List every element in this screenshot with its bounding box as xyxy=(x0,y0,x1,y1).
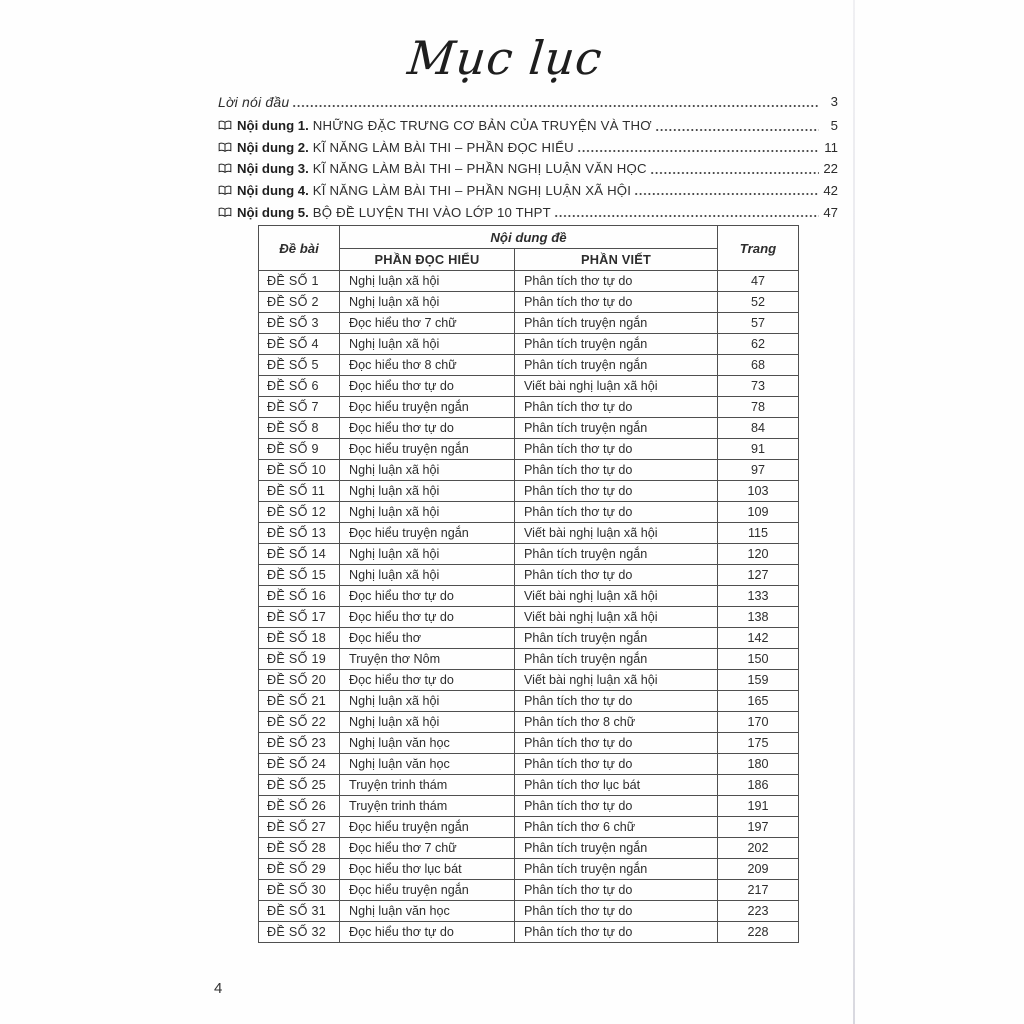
cell-de-so: ĐỀ SỐ 12 xyxy=(259,502,340,523)
open-book-icon xyxy=(218,120,232,131)
cell-trang: 120 xyxy=(718,544,799,565)
toc-item-label: Nội dung 2. xyxy=(237,139,309,155)
table-row xyxy=(259,775,799,796)
header-phan-viet: PHẦN VIẾT xyxy=(515,249,718,271)
table-row xyxy=(259,355,799,376)
cell-trang: 138 xyxy=(718,607,799,628)
cell-de-so: ĐỀ SỐ 5 xyxy=(259,355,340,376)
cell-trang: 191 xyxy=(718,796,799,817)
toc-item-page: 22 xyxy=(823,161,838,177)
cell-phan-doc-hieu: Nghị luận xã hội xyxy=(340,565,515,586)
cell-phan-viet: Phân tích thơ tự do xyxy=(515,565,718,586)
toc-item-title: KĨ NĂNG LÀM BÀI THI – PHẦN ĐỌC HIỂU xyxy=(312,139,574,155)
table-row xyxy=(259,565,799,586)
dot-leader xyxy=(554,201,819,223)
cell-phan-viet: Phân tích truyện ngắn xyxy=(515,859,718,880)
cell-de-so: ĐỀ SỐ 15 xyxy=(259,565,340,586)
toc-preface-label: Lời nói đầu xyxy=(218,93,290,110)
dot-leader xyxy=(655,115,819,137)
cell-phan-viet: Phân tích truyện ngắn xyxy=(515,418,718,439)
cell-de-so: ĐỀ SỐ 27 xyxy=(259,817,340,838)
table-row xyxy=(259,376,799,397)
cell-trang: 52 xyxy=(718,292,799,313)
cell-de-so: ĐỀ SỐ 29 xyxy=(259,859,340,880)
table-row xyxy=(259,691,799,712)
table-row xyxy=(259,880,799,901)
cell-phan-doc-hieu: Đọc hiểu thơ tự do xyxy=(340,922,515,943)
table-row xyxy=(259,817,799,838)
table-body xyxy=(259,271,799,943)
cell-trang: 73 xyxy=(718,376,799,397)
table-row xyxy=(259,670,799,691)
cell-phan-viet: Phân tích thơ lục bát xyxy=(515,775,718,796)
cell-de-so: ĐỀ SỐ 2 xyxy=(259,292,340,313)
cell-de-so: ĐỀ SỐ 30 xyxy=(259,880,340,901)
cell-phan-doc-hieu: Đọc hiểu thơ lục bát xyxy=(340,859,515,880)
cell-phan-viet: Phân tích truyện ngắn xyxy=(515,334,718,355)
cell-de-so: ĐỀ SỐ 10 xyxy=(259,460,340,481)
toc-item-label: Nội dung 5. xyxy=(237,204,309,220)
cell-phan-viet: Phân tích thơ tự do xyxy=(515,691,718,712)
cell-phan-viet: Viết bài nghị luận xã hội xyxy=(515,607,718,628)
toc-item-title: KĨ NĂNG LÀM BÀI THI – PHẦN NGHỊ LUẬN VĂN HỌC xyxy=(312,161,647,177)
cell-phan-doc-hieu: Nghị luận xã hội xyxy=(340,481,515,502)
toc-preface xyxy=(218,90,838,113)
cell-phan-doc-hieu: Truyện thơ Nôm xyxy=(340,649,515,670)
cell-de-so: ĐỀ SỐ 11 xyxy=(259,481,340,502)
cell-phan-doc-hieu: Đọc hiểu truyện ngắn xyxy=(340,439,515,460)
cell-phan-viet: Phân tích thơ tự do xyxy=(515,754,718,775)
table-row xyxy=(259,859,799,880)
cell-trang: 209 xyxy=(718,859,799,880)
table-row xyxy=(259,586,799,607)
cell-phan-doc-hieu: Nghị luận xã hội xyxy=(340,271,515,292)
cell-de-so: ĐỀ SỐ 19 xyxy=(259,649,340,670)
toc-item-label: Nội dung 1. xyxy=(237,118,309,134)
cell-phan-doc-hieu: Đọc hiểu thơ 8 chữ xyxy=(340,355,515,376)
cell-phan-viet: Phân tích thơ tự do xyxy=(515,439,718,460)
cell-de-so: ĐỀ SỐ 32 xyxy=(259,922,340,943)
cell-phan-doc-hieu: Nghị luận văn học xyxy=(340,901,515,922)
table-row xyxy=(259,544,799,565)
table-row xyxy=(259,481,799,502)
cell-trang: 133 xyxy=(718,586,799,607)
cell-de-so: ĐỀ SỐ 24 xyxy=(259,754,340,775)
dot-leader xyxy=(634,180,819,202)
table-row xyxy=(259,271,799,292)
cell-trang: 57 xyxy=(718,313,799,334)
cell-phan-viet: Phân tích truyện ngắn xyxy=(515,544,718,565)
cell-de-so: ĐỀ SỐ 9 xyxy=(259,439,340,460)
cell-phan-viet: Phân tích thơ 8 chữ xyxy=(515,712,718,733)
cell-trang: 127 xyxy=(718,565,799,586)
cell-trang: 103 xyxy=(718,481,799,502)
cell-de-so: ĐỀ SỐ 28 xyxy=(259,838,340,859)
toc-item xyxy=(218,201,838,223)
table-row xyxy=(259,607,799,628)
toc-item-title: KĨ NĂNG LÀM BÀI THI – PHẦN NGHỊ LUẬN XÃ HỘI xyxy=(312,183,632,199)
cell-phan-doc-hieu: Đọc hiểu thơ tự do xyxy=(340,586,515,607)
cell-phan-doc-hieu: Truyện trinh thám xyxy=(340,775,515,796)
cell-trang: 84 xyxy=(718,418,799,439)
cell-phan-doc-hieu: Nghị luận xã hội xyxy=(340,691,515,712)
cell-phan-viet: Phân tích truyện ngắn xyxy=(515,649,718,670)
cell-phan-viet: Phân tích thơ tự do xyxy=(515,397,718,418)
toc-item-page: 42 xyxy=(823,183,838,199)
cell-trang: 78 xyxy=(718,397,799,418)
cell-de-so: ĐỀ SỐ 7 xyxy=(259,397,340,418)
cell-trang: 68 xyxy=(718,355,799,376)
header-phan-doc-hieu: PHẦN ĐỌC HIỂU xyxy=(340,249,515,271)
table-row xyxy=(259,796,799,817)
cell-phan-doc-hieu: Đọc hiểu truyện ngắn xyxy=(340,817,515,838)
cell-trang: 202 xyxy=(718,838,799,859)
cell-phan-doc-hieu: Nghị luận xã hội xyxy=(340,460,515,481)
cell-phan-viet: Phân tích thơ tự do xyxy=(515,292,718,313)
cell-trang: 175 xyxy=(718,733,799,754)
cell-phan-doc-hieu: Đọc hiểu truyện ngắn xyxy=(340,880,515,901)
table-row xyxy=(259,523,799,544)
cell-trang: 186 xyxy=(718,775,799,796)
cell-de-so: ĐỀ SỐ 22 xyxy=(259,712,340,733)
cell-trang: 228 xyxy=(718,922,799,943)
cell-phan-viet: Phân tích thơ tự do xyxy=(515,880,718,901)
cell-phan-doc-hieu: Nghị luận xã hội xyxy=(340,544,515,565)
cell-trang: 150 xyxy=(718,649,799,670)
cell-phan-viet: Phân tích truyện ngắn xyxy=(515,313,718,334)
cell-phan-doc-hieu: Nghị luận văn học xyxy=(340,733,515,754)
cell-trang: 62 xyxy=(718,334,799,355)
exam-index-table xyxy=(258,225,799,943)
cell-phan-doc-hieu: Nghị luận xã hội xyxy=(340,712,515,733)
table-row xyxy=(259,334,799,355)
cell-trang: 197 xyxy=(718,817,799,838)
cell-phan-viet: Phân tích thơ tự do xyxy=(515,901,718,922)
cell-trang: 165 xyxy=(718,691,799,712)
table-header xyxy=(259,226,799,271)
cell-phan-viet: Phân tích truyện ngắn xyxy=(515,838,718,859)
folio-page-number: 4 xyxy=(214,980,223,997)
open-book-icon xyxy=(218,142,232,153)
cell-de-so: ĐỀ SỐ 26 xyxy=(259,796,340,817)
cell-phan-doc-hieu: Đọc hiểu thơ tự do xyxy=(340,670,515,691)
cell-phan-viet: Viết bài nghị luận xã hội xyxy=(515,670,718,691)
page-edge-line xyxy=(853,0,855,1024)
cell-trang: 142 xyxy=(718,628,799,649)
toc-item-label: Nội dung 3. xyxy=(237,161,309,177)
table-row xyxy=(259,712,799,733)
table-row xyxy=(259,313,799,334)
table-row xyxy=(259,922,799,943)
toc-item xyxy=(218,115,838,137)
cell-phan-doc-hieu: Đọc hiểu thơ xyxy=(340,628,515,649)
table-row xyxy=(259,460,799,481)
cell-phan-viet: Phân tích thơ tự do xyxy=(515,460,718,481)
cell-phan-viet: Phân tích truyện ngắn xyxy=(515,628,718,649)
table-row xyxy=(259,733,799,754)
open-book-icon xyxy=(218,163,232,174)
cell-phan-doc-hieu: Đọc hiểu thơ 7 chữ xyxy=(340,313,515,334)
cell-de-so: ĐỀ SỐ 13 xyxy=(259,523,340,544)
cell-de-so: ĐỀ SỐ 17 xyxy=(259,607,340,628)
cell-phan-viet: Viết bài nghị luận xã hội xyxy=(515,523,718,544)
table-row xyxy=(259,292,799,313)
cell-trang: 91 xyxy=(718,439,799,460)
table-row xyxy=(259,502,799,523)
cell-de-so: ĐỀ SỐ 8 xyxy=(259,418,340,439)
toc-item-page: 47 xyxy=(823,204,838,220)
cell-trang: 109 xyxy=(718,502,799,523)
dot-leader xyxy=(650,158,819,180)
cell-phan-viet: Phân tích thơ tự do xyxy=(515,502,718,523)
toc-item xyxy=(218,137,838,159)
cell-phan-viet: Phân tích thơ tự do xyxy=(515,733,718,754)
dot-leader xyxy=(292,90,819,113)
toc-item-label: Nội dung 4. xyxy=(237,183,309,199)
header-noi-dung-de: Nội dung đề xyxy=(340,226,718,249)
cell-trang: 115 xyxy=(718,523,799,544)
table-row xyxy=(259,649,799,670)
cell-phan-doc-hieu: Đọc hiểu truyện ngắn xyxy=(340,523,515,544)
cell-phan-viet: Phân tích thơ tự do xyxy=(515,481,718,502)
cell-phan-doc-hieu: Đọc hiểu truyện ngắn xyxy=(340,397,515,418)
toc-item xyxy=(218,180,838,202)
cell-trang: 159 xyxy=(718,670,799,691)
cell-trang: 223 xyxy=(718,901,799,922)
toc-item-title: NHỮNG ĐẶC TRƯNG CƠ BẢN CỦA TRUYỆN VÀ THƠ xyxy=(312,118,652,134)
cell-phan-doc-hieu: Nghị luận văn học xyxy=(340,754,515,775)
toc-item-page: 11 xyxy=(824,139,838,155)
table-row xyxy=(259,439,799,460)
cell-phan-viet: Phân tích thơ tự do xyxy=(515,271,718,292)
table-row xyxy=(259,754,799,775)
page-title: Mục lục xyxy=(405,31,606,85)
header-de-bai: Đề bài xyxy=(259,226,340,271)
toc-item xyxy=(218,158,838,180)
cell-phan-doc-hieu: Nghị luận xã hội xyxy=(340,292,515,313)
cell-trang: 170 xyxy=(718,712,799,733)
table-of-contents xyxy=(218,90,838,223)
cell-de-so: ĐỀ SỐ 20 xyxy=(259,670,340,691)
table-row xyxy=(259,418,799,439)
open-book-icon xyxy=(218,185,232,196)
cell-trang: 217 xyxy=(718,880,799,901)
toc-item-page: 5 xyxy=(830,118,838,134)
cell-phan-viet: Viết bài nghị luận xã hội xyxy=(515,376,718,397)
cell-de-so: ĐỀ SỐ 21 xyxy=(259,691,340,712)
open-book-icon xyxy=(218,207,232,218)
table-row xyxy=(259,901,799,922)
cell-phan-doc-hieu: Đọc hiểu thơ tự do xyxy=(340,376,515,397)
cell-trang: 180 xyxy=(718,754,799,775)
cell-de-so: ĐỀ SỐ 18 xyxy=(259,628,340,649)
toc-item-title: BỘ ĐỀ LUYỆN THI VÀO LỚP 10 THPT xyxy=(312,204,551,220)
cell-phan-doc-hieu: Đọc hiểu thơ tự do xyxy=(340,418,515,439)
cell-de-so: ĐỀ SỐ 3 xyxy=(259,313,340,334)
toc-preface-page: 3 xyxy=(830,94,838,109)
cell-trang: 47 xyxy=(718,271,799,292)
cell-de-so: ĐỀ SỐ 6 xyxy=(259,376,340,397)
cell-de-so: ĐỀ SỐ 16 xyxy=(259,586,340,607)
cell-de-so: ĐỀ SỐ 25 xyxy=(259,775,340,796)
dot-leader xyxy=(577,137,819,159)
table-row xyxy=(259,628,799,649)
cell-trang: 97 xyxy=(718,460,799,481)
cell-phan-doc-hieu: Đọc hiểu thơ tự do xyxy=(340,607,515,628)
cell-de-so: ĐỀ SỐ 31 xyxy=(259,901,340,922)
cell-de-so: ĐỀ SỐ 1 xyxy=(259,271,340,292)
cell-de-so: ĐỀ SỐ 23 xyxy=(259,733,340,754)
cell-phan-viet: Phân tích thơ tự do xyxy=(515,796,718,817)
cell-phan-doc-hieu: Nghị luận xã hội xyxy=(340,334,515,355)
cell-de-so: ĐỀ SỐ 14 xyxy=(259,544,340,565)
cell-phan-doc-hieu: Đọc hiểu thơ 7 chữ xyxy=(340,838,515,859)
cell-phan-viet: Phân tích thơ 6 chữ xyxy=(515,817,718,838)
table-row xyxy=(259,838,799,859)
cell-phan-doc-hieu: Nghị luận xã hội xyxy=(340,502,515,523)
cell-phan-viet: Viết bài nghị luận xã hội xyxy=(515,586,718,607)
cell-phan-viet: Phân tích truyện ngắn xyxy=(515,355,718,376)
cell-phan-viet: Phân tích thơ tự do xyxy=(515,922,718,943)
table-row xyxy=(259,397,799,418)
cell-phan-doc-hieu: Truyện trinh thám xyxy=(340,796,515,817)
cell-de-so: ĐỀ SỐ 4 xyxy=(259,334,340,355)
header-trang: Trang xyxy=(718,226,799,271)
